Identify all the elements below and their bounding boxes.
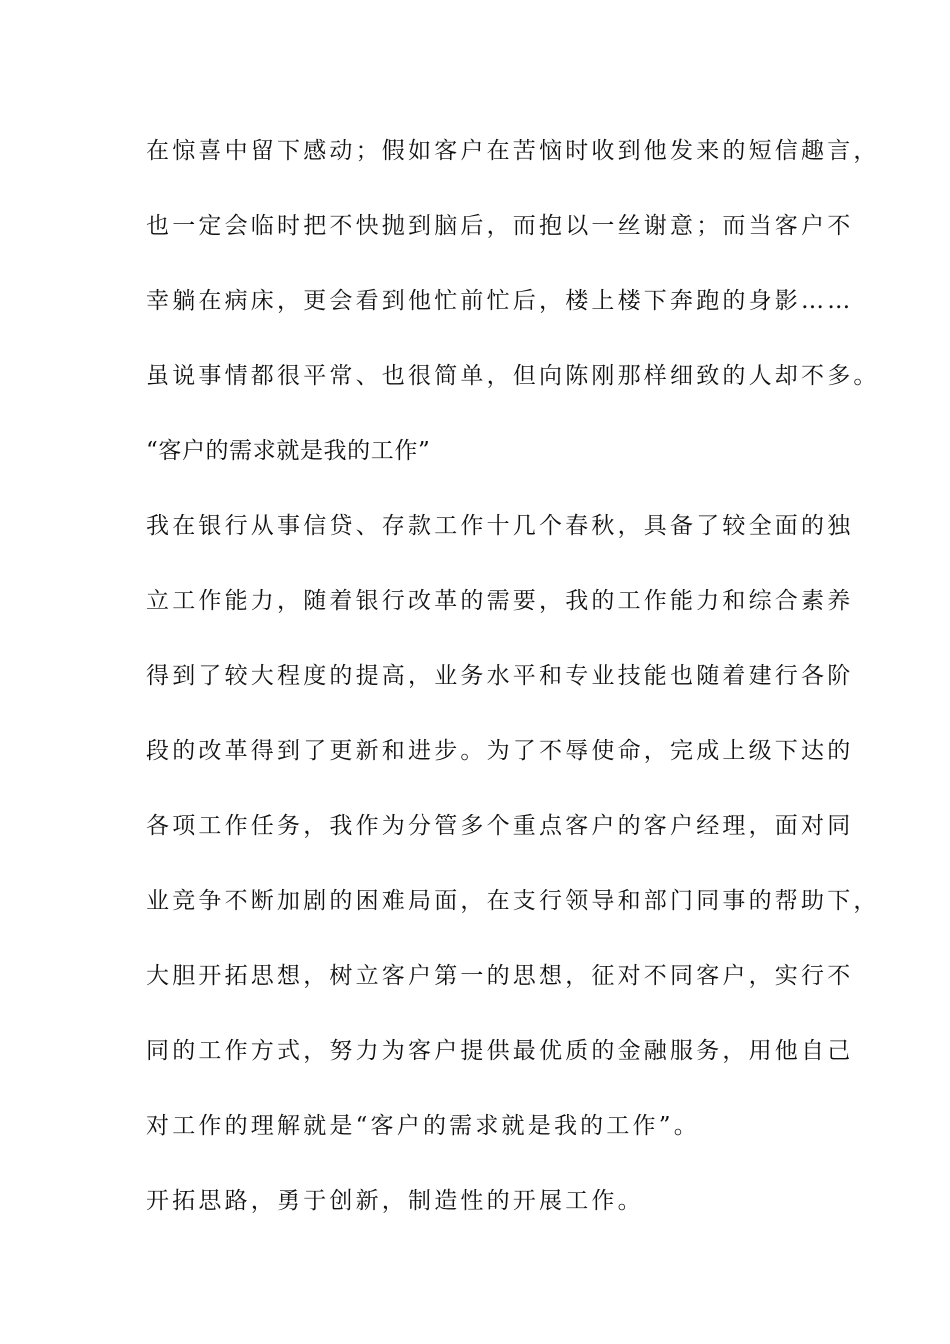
paragraph-2-line-1: 我在银行从事信贷、存款工作十几个春秋，具备了较全面的独 <box>146 513 854 539</box>
paragraph-2-line-3: 得到了较大程度的提高，业务水平和专业技能也随着建行各阶 <box>146 663 854 689</box>
paragraph-2-line-8: 同的工作方式，努力为客户提供最优质的金融服务，用他自己 <box>146 1038 854 1064</box>
paragraph-2-line-7: 大胆开拓思想，树立客户第一的思想，征对不同客户，实行不 <box>146 963 854 989</box>
paragraph-3-line-1: 开拓思路，勇于创新，制造性的开展工作。 <box>146 1188 644 1214</box>
paragraph-2-line-4: 段的改革得到了更新和进步。为了不辱使命，完成上级下达的 <box>146 738 854 764</box>
paragraph-2-line-2: 立工作能力，随着银行改革的需要，我的工作能力和综合素养 <box>146 588 854 614</box>
paragraph-1-line-3: 幸躺在病床，更会看到他忙前忙后，楼上楼下奔跑的身影…… <box>146 288 854 314</box>
paragraph-1-line-2: 也一定会临时把不快抛到脑后，而抱以一丝谢意；而当客户不 <box>146 213 854 239</box>
paragraph-2-line-6: 业竞争不断加剧的困难局面，在支行领导和部门同事的帮助下， <box>146 888 880 914</box>
section-heading: “客户的需求就是我的工作” <box>146 438 431 464</box>
paragraph-2-line-9: 对工作的理解就是“客户的需求就是我的工作”。 <box>146 1113 700 1139</box>
paragraph-1-line-1: 在惊喜中留下感动；假如客户在苦恼时收到他发来的短信趣言， <box>146 138 880 164</box>
paragraph-1-line-4: 虽说事情都很平常、也很简单，但向陈刚那样细致的人却不多。 <box>146 363 880 389</box>
paragraph-2-line-5: 各项工作任务，我作为分管多个重点客户的客户经理，面对同 <box>146 813 854 839</box>
